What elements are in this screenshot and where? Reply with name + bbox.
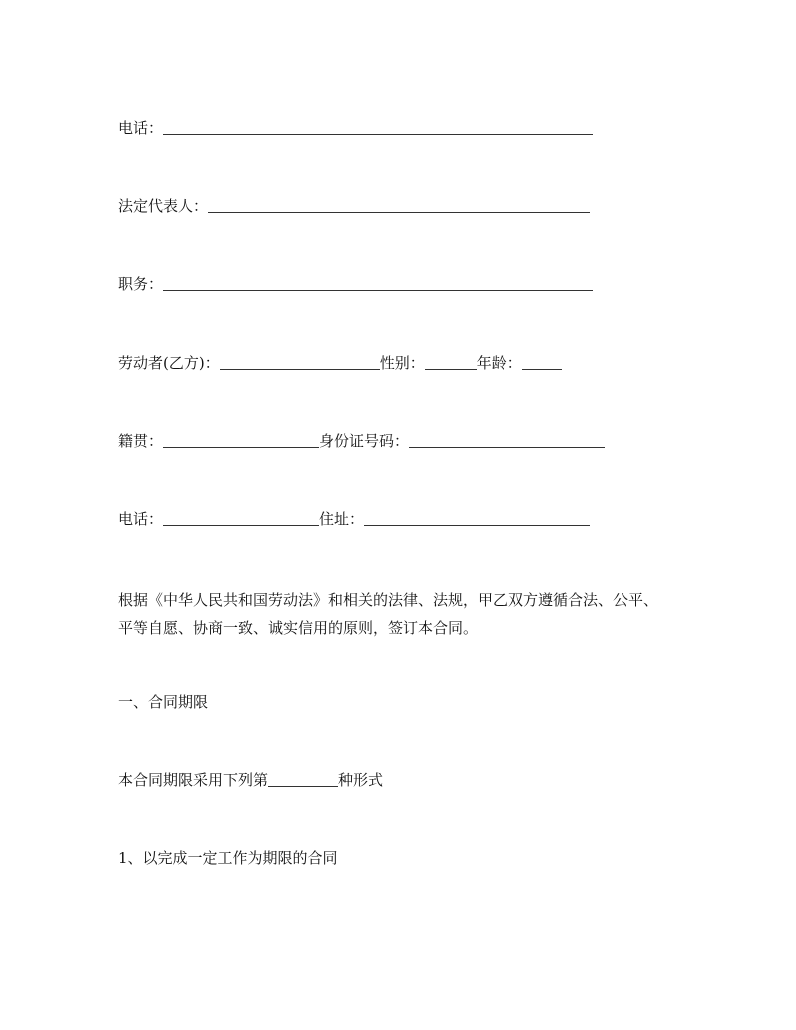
address-label: 住址： (319, 510, 365, 528)
legal-rep-row (118, 196, 590, 216)
gender-label: 性别： (379, 354, 425, 372)
phone-b-blank[interactable] (163, 510, 319, 526)
position-row (118, 274, 593, 294)
intro-paragraph (118, 586, 678, 642)
native-place-label: 籍贯： (118, 432, 164, 450)
intro-line-2: 平等自愿、协商一致、诚实信用的原则，签订本合同。 (118, 619, 479, 637)
phone-b-label: 电话： (118, 510, 164, 528)
section-1-heading: 一、合同期限 (118, 693, 209, 711)
worker-row (118, 353, 562, 373)
address-blank[interactable] (364, 510, 590, 526)
phone-a-label: 电话： (118, 119, 164, 137)
gender-blank[interactable] (425, 354, 477, 370)
term-form-before: 本合同期限采用下列第 (118, 771, 269, 789)
phone-b-row (118, 509, 590, 529)
age-label: 年龄： (476, 354, 522, 372)
term-form-blank[interactable] (268, 771, 338, 787)
item-1: 1、以完成一定工作为期限的合同 (118, 849, 338, 867)
phone-a-blank[interactable] (163, 119, 593, 135)
intro-line-1: 根据《中华人民共和国劳动法》和相关的法律、法规，甲乙双方遵循合法、公平、 (118, 591, 659, 609)
term-form-row (118, 770, 383, 790)
position-label: 职务： (118, 275, 164, 293)
legal-rep-label: 法定代表人： (118, 197, 209, 215)
section-1-heading-row (118, 692, 208, 712)
legal-rep-blank[interactable] (208, 197, 590, 213)
native-place-blank[interactable] (163, 432, 319, 448)
phone-a-row (118, 118, 593, 138)
id-number-blank[interactable] (409, 432, 605, 448)
position-blank[interactable] (163, 275, 593, 291)
age-blank[interactable] (522, 354, 562, 370)
native-place-row (118, 431, 605, 451)
worker-name-blank[interactable] (220, 354, 380, 370)
item-1-row (118, 848, 338, 868)
id-number-label: 身份证号码： (319, 432, 410, 450)
worker-label: 劳动者(乙方)： (118, 354, 220, 372)
term-form-after: 种形式 (338, 771, 384, 789)
